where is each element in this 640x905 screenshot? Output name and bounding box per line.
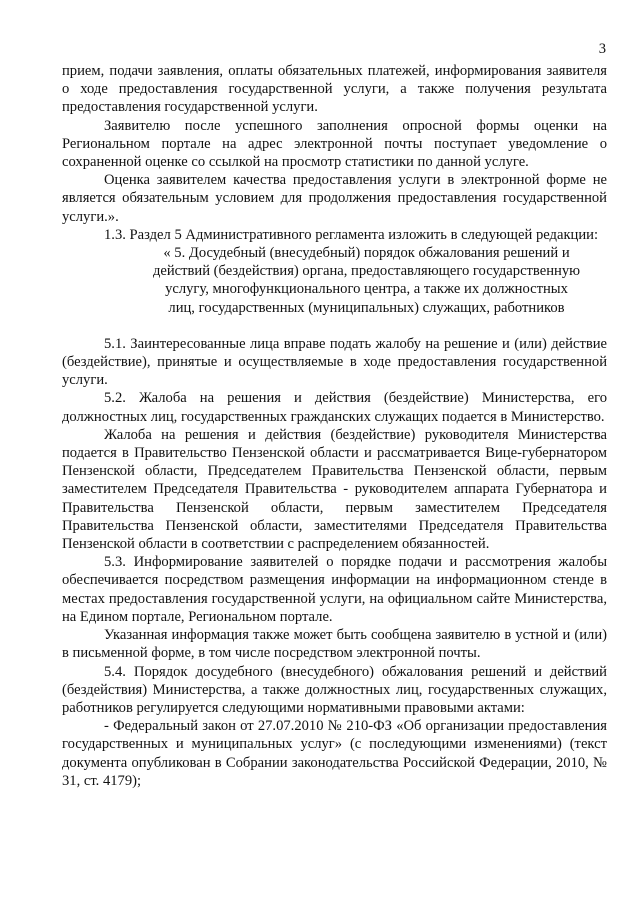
paragraph: Оценка заявителем качества предоставления услуги в электронной форме не является обязательным условием для продолжения предоставления государственной услуги.».	[62, 172, 607, 225]
paragraph: 1.3. Раздел 5 Административного регламента изложить в следующей редакции:	[104, 226, 599, 243]
paragraph: прием, подачи заявления, оплаты обязательных платежей, информирования заявителя о ходе предоставления государственной услуги, а также получения результата предоставления государственной услуги.	[62, 63, 607, 116]
paragraph: Жалоба на решения и действия (бездействие) руководителя Министерства подается в Правительство Пензенской области и рассматривается Вице-губернатором Пензенской области, Председателем Правительства Пензенской области, первым заместителем Председателя Правительства - руководителем аппарата Губернатора и Правительства Пензенской области, первым заместителем Председателя Правительства Пензенской области, заместителями Председателя Правительства Пензенской области в соответствии с распределением обязанностей.	[62, 426, 607, 553]
paragraph: - Федеральный закон от 27.07.2010 № 210-ФЗ «Об организации предоставления государственных и муниципальных услуг» (с последующими изменениями) (текст документа опубликован в Собрании законодательства Российской Федерации, 2010, № 31, ст. 4179);	[62, 718, 607, 789]
paragraph: 5.2. Жалоба на решения и действия (бездействие) Министерства, его должностных лиц, государственных гражданских служащих подается в Министерство.	[62, 390, 607, 425]
paragraph: Указанная информация также может быть сообщена заявителю в устной и (или) в письменной форме, в том числе посредством электронной почты.	[62, 627, 607, 662]
paragraph: 5.1. Заинтересованные лица вправе подать жалобу на решение и (или) действие (бездействие), принятые и осуществляемые в ходе предоставления государственной услуги.	[62, 335, 607, 389]
spacer	[62, 317, 607, 335]
document-body	[62, 62, 607, 790]
paragraph: 5.3. Информирование заявителей о порядке подачи и рассмотрения жалобы обеспечивается посредством размещения информации на информационном стенде в местах предоставления государственной услуги, на официальном сайте Министерства, на Едином портале, Региональном портале.	[62, 554, 607, 625]
section-heading: « 5. Досудебный (внесудебный) порядок обжалования решений и действий (бездействия) органа, предоставляющего государственную услугу, многофункционального центра, а также их должностных лиц, государственных (муниципальных) служащих, работников	[152, 245, 581, 316]
paragraph: 5.4. Порядок досудебного (внесудебного) обжалования решений и действий (бездействия) Министерства, а также должностных лиц, государственных служащих, работников регулируется следующими нормативными правовыми актами:	[62, 663, 607, 716]
paragraph: Заявителю после успешного заполнения опросной формы оценки на Региональном портале на адрес электронной почты поступает уведомление о сохраненной оценке со ссылкой на просмотр статистики по данной услуге.	[62, 117, 607, 171]
page-number: 3	[598, 41, 606, 57]
